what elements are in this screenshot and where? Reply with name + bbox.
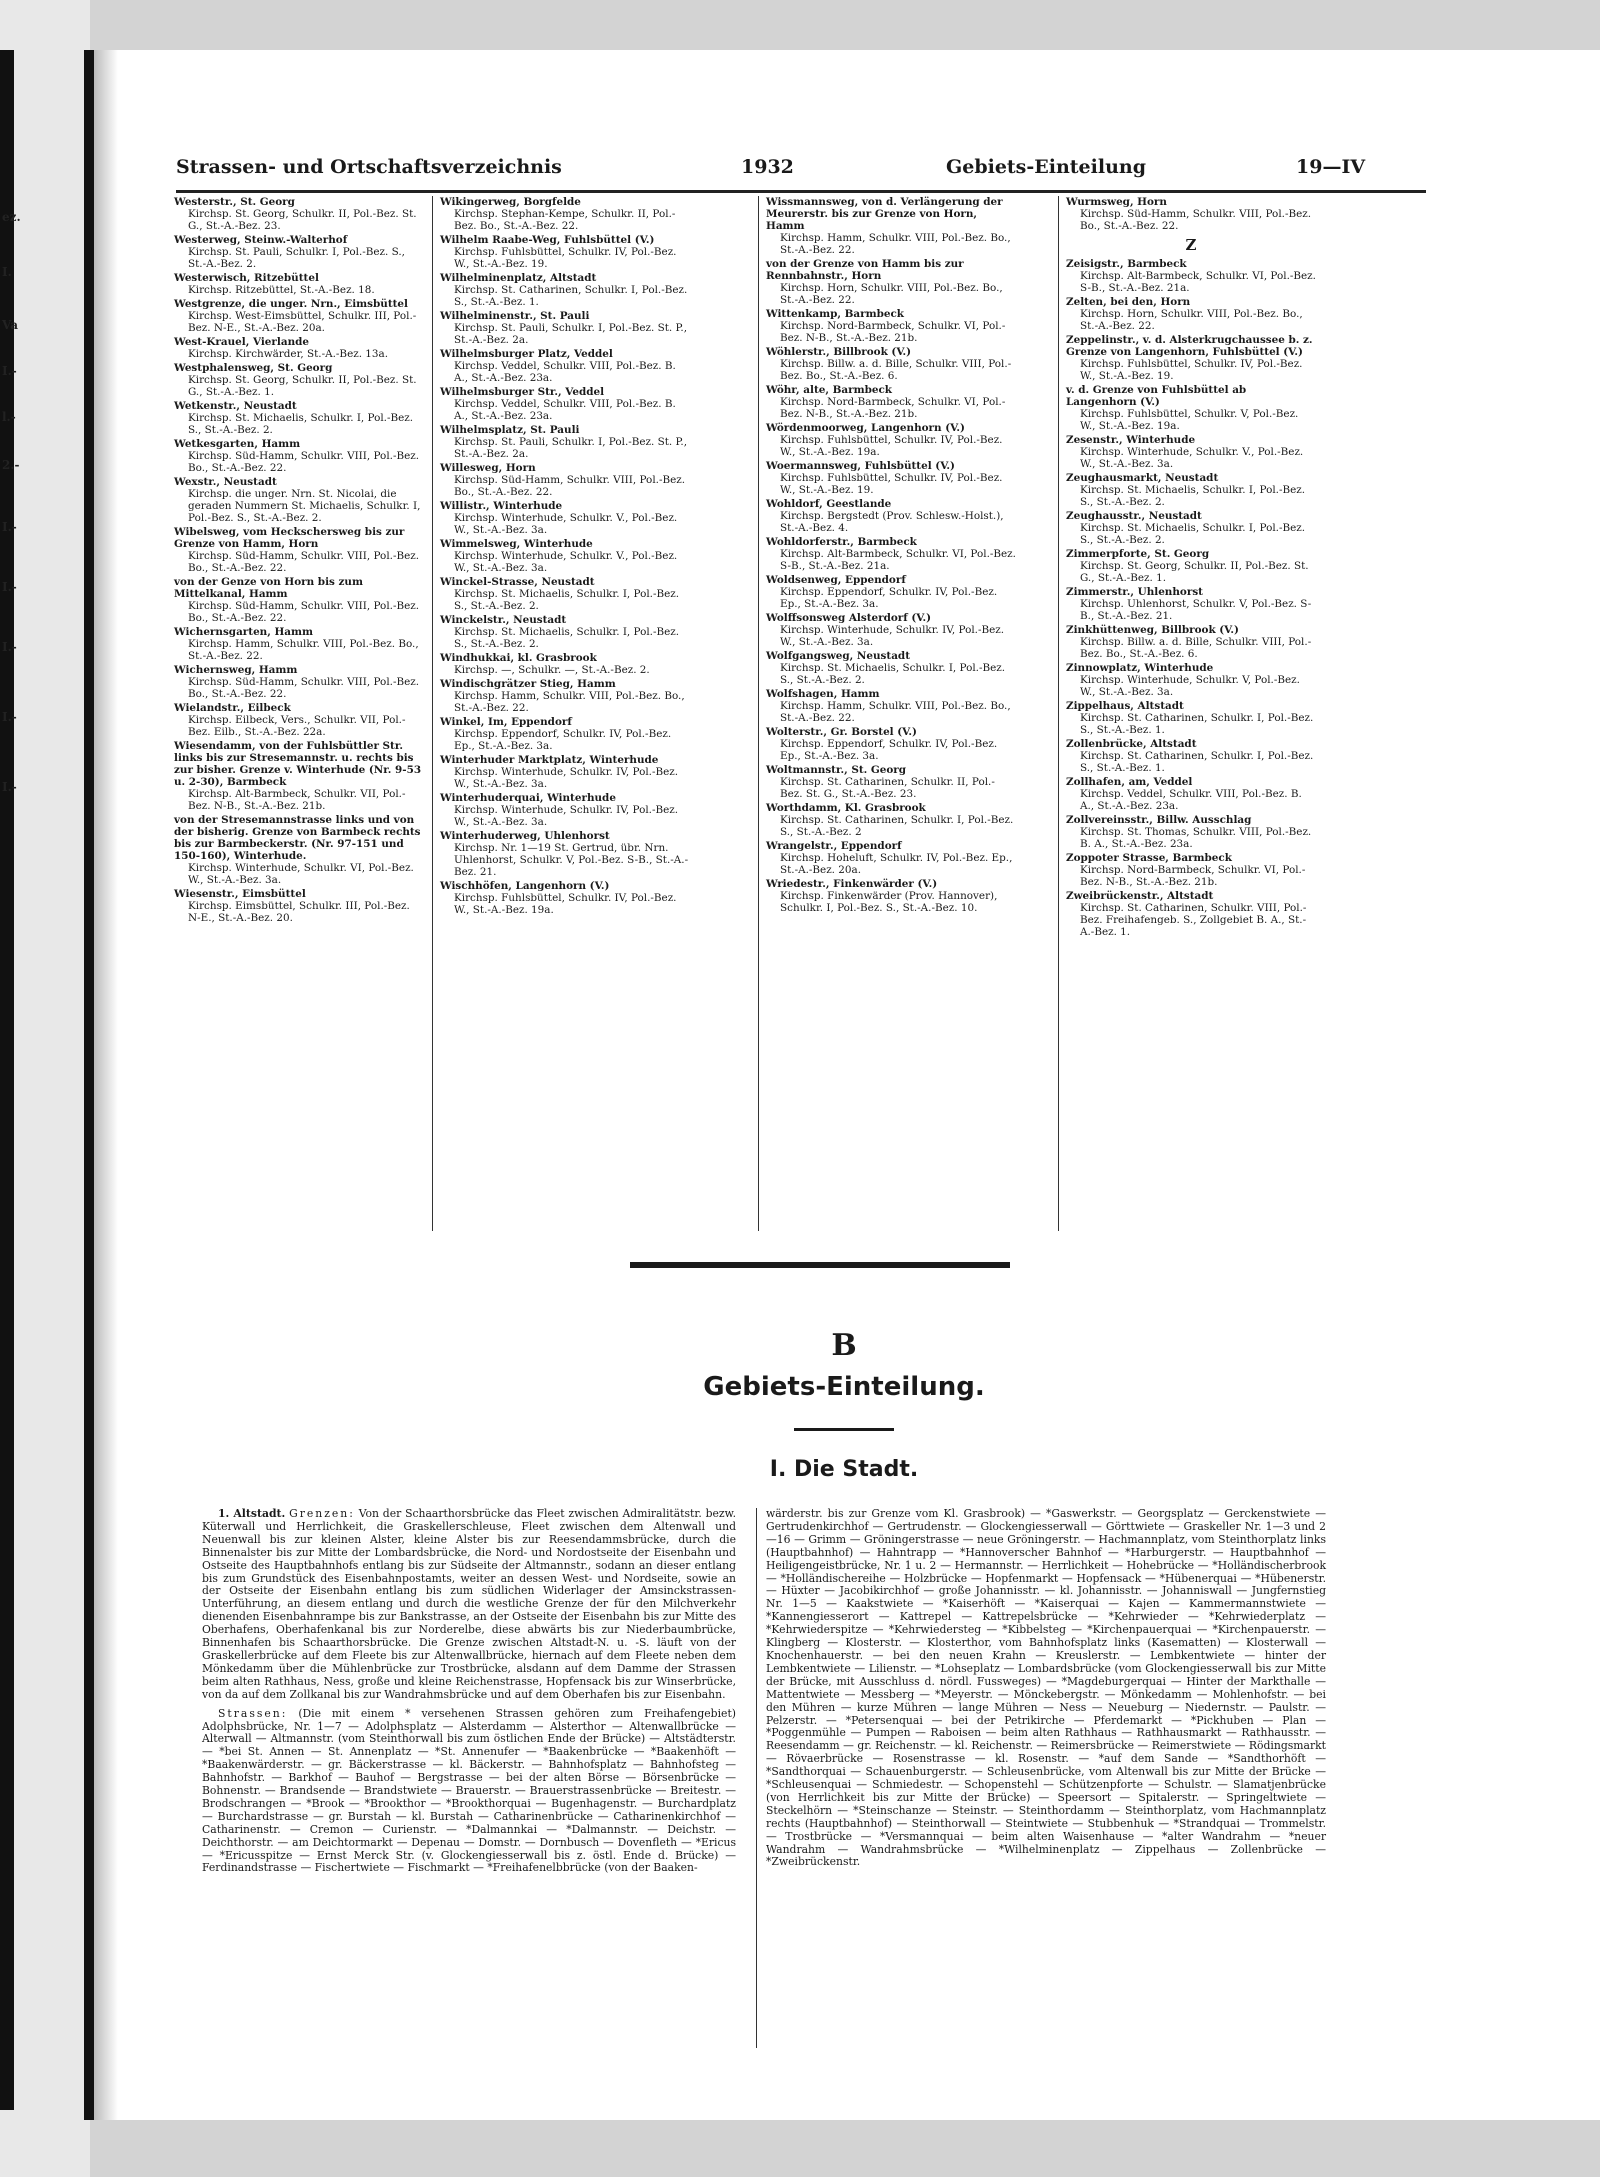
street-name: Windhukkai, kl. Grasbrook bbox=[440, 652, 597, 664]
directory-entry bbox=[766, 536, 1016, 572]
street-details: Kirchsp. Hamm, Schulkr. VIII, Pol.-Bez. Bo., St.-A.-Bez. 22. bbox=[454, 690, 685, 714]
section-title: Gebiets-Einteilung. bbox=[703, 1372, 985, 1402]
street-name: West-Krauel, Vierlande bbox=[174, 336, 310, 348]
prev-page-fragment: 2.- bbox=[2, 458, 20, 472]
street-details: Kirchsp. Veddel, Schulkr. VIII, Pol.-Bez. B. A., St.-A.-Bez. 23a. bbox=[454, 398, 676, 422]
street-details: Kirchsp. Fuhlsbüttel, Schulkr. IV, Pol.-Bez. W., St.-A.-Bez. 19. bbox=[454, 246, 677, 270]
street-name: Winterhuderweg, Uhlenhorst bbox=[440, 830, 610, 842]
street-details: Kirchsp. Kirchwärder, St.-A.-Bez. 13a. bbox=[188, 348, 389, 360]
street-details: Kirchsp. Winterhude, Schulkr. IV, Pol.-Bez. W., St.-A.-Bez. 3a. bbox=[454, 766, 679, 790]
directory-entry bbox=[766, 422, 1016, 458]
street-name: Wolterstr., Gr. Borstel (V.) bbox=[766, 726, 917, 738]
street-name: Wibelsweg, vom Heckschersweg bis zur Grenze von Hamm, Horn bbox=[174, 526, 405, 550]
directory-entry bbox=[766, 384, 1016, 420]
altstadt-left-column bbox=[202, 1508, 736, 1881]
directory-entry bbox=[766, 612, 1016, 648]
directory-entry bbox=[1066, 738, 1316, 774]
street-details: Kirchsp. Hamm, Schulkr. VIII, Pol.-Bez. Bo., St.-A.-Bez. 22. bbox=[780, 232, 1011, 256]
street-details: Kirchsp. Fuhlsbüttel, Schulkr. IV, Pol.-Bez. W., St.-A.-Bez. 19a. bbox=[780, 434, 1003, 458]
street-name: Willistr., Winterhude bbox=[440, 500, 563, 512]
street-name: Westerstr., St. Georg bbox=[174, 196, 295, 208]
directory-entry bbox=[1066, 890, 1316, 938]
grenzen-text: Von der Schaarthorsbrücke das Fleet zwischen Admiralitätstr. bezw. Küterwall und Herrlichkeit, die Graskellerschleuse, Fleet zwischen dem Altenwall und Neuenwall bis zur kleinen Alster, kleine Alster bis zur Reesendammsbrücke, durch die Binnenalster bis zur Mitte der Lombardsbrücke, die Nord- und Nordostseite der Eisenbahn und Ostseite des Hauptbahnhofs entlang bis zur Südseite der Altmannstr., sodann an dieser entlang bis zum Grundstück des Eisenbahnpostamts, weiter an dessen West- und Nordseite, sowie an der Ostseite der Eisenbahn entlang bis zum südlichen Widerlager der Amsinckstrassen-Unterführung, an diesem entlang und durch die westliche Grenze der für den Milchverkehr dienenden Eisenbahnrampe bis zur Bankstrasse, an der Ostseite der Eisenbahn bis zur Mitte des Oberhafens, Oberhafenkanal bis zur Norderelbe, diese abwärts bis zur Niederbaumbrücke, Binnenhafen bis Schaarthorsbrücke. Die Grenze zwischen Altstadt-N. u. -S. läuft von der Graskellerbrücke auf dem Fleete bis zur Altenwallbrücke, hiernach auf dem Fleete neben dem Mönkedamm über die Mühlenbrücke zur Trostbrücke, alsdann auf dem Damme der Strassen beim alten Rathhaus, Ness, große und kleine Reichenstrasse, Hopfensack bis zur Winserbrücke, von da auf dem Zollkanal bis zur Wandrahmsbrücke und auf dem Oberhafen bis zur Eisenbahn. bbox=[202, 1507, 737, 1701]
directory-entry bbox=[174, 336, 424, 360]
directory-entry bbox=[174, 476, 424, 524]
prev-page-fragment: l.- bbox=[2, 410, 16, 424]
directory-entry bbox=[766, 308, 1016, 344]
directory-entry bbox=[440, 614, 690, 650]
street-details: Kirchsp. St. Michaelis, Schulkr. I, Pol.-Bez. S., St.-A.-Bez. 2. bbox=[454, 588, 680, 612]
street-name: Westgrenze, die unger. Nrn., Eimsbüttel bbox=[174, 298, 408, 310]
street-details: Kirchsp. Hamm, Schulkr. VIII, Pol.-Bez. Bo., St.-A.-Bez. 22. bbox=[780, 700, 1011, 724]
street-name: Wilhelmsburger Str., Veddel bbox=[440, 386, 605, 398]
street-details: Kirchsp. St. Catharinen, Schulkr. II, Pol.-Bez. St. G., St.-A.-Bez. 23. bbox=[780, 776, 995, 800]
directory-entry bbox=[1066, 472, 1316, 508]
street-name: Wilhelminenplatz, Altstadt bbox=[440, 272, 597, 284]
street-details: Kirchsp. Fuhlsbüttel, Schulkr. IV, Pol.-Bez. W., St.-A.-Bez. 19. bbox=[1080, 358, 1303, 382]
street-name: Zweibrückenstr., Altstadt bbox=[1066, 890, 1214, 902]
prev-page-fragment: I.- bbox=[2, 710, 17, 724]
directory-column-4 bbox=[1066, 196, 1316, 940]
street-details: Kirchsp. Fuhlsbüttel, Schulkr. V, Pol.-Bez. W., St.-A.-Bez. 19a. bbox=[1080, 408, 1299, 432]
street-details: Kirchsp. Süd-Hamm, Schulkr. VIII, Pol.-Bez. Bo., St.-A.-Bez. 22. bbox=[188, 550, 420, 574]
directory-entry bbox=[440, 272, 690, 308]
directory-entry bbox=[766, 726, 1016, 762]
directory-entry bbox=[766, 840, 1016, 876]
section-separator bbox=[630, 1262, 1010, 1268]
street-name: Wittenkamp, Barmbeck bbox=[766, 308, 905, 320]
directory-entry bbox=[440, 500, 690, 536]
street-name: Winkel, Im, Eppendorf bbox=[440, 716, 572, 728]
street-name: Winckelstr., Neustadt bbox=[440, 614, 567, 626]
street-name: Zinkhüttenweg, Billbrook (V.) bbox=[1066, 624, 1239, 636]
directory-column-1 bbox=[174, 196, 424, 926]
strassen-paragraph bbox=[202, 1708, 736, 1876]
street-details: Kirchsp. St. Michaelis, Schulkr. I, Pol.-Bez. S., St.-A.-Bez. 2. bbox=[1080, 484, 1306, 508]
street-name: Wilhelminenstr., St. Pauli bbox=[440, 310, 590, 322]
column-divider bbox=[432, 196, 433, 1231]
street-details: Kirchsp. St. Georg, Schulkr. II, Pol.-Bez. St. G., St.-A.-Bez. 1. bbox=[1080, 560, 1309, 584]
street-name: Winterhuderquai, Winterhude bbox=[440, 792, 616, 804]
street-details: Kirchsp. Billw. a. d. Bille, Schulkr. VIII, Pol.-Bez. Bo., St.-A.-Bez. 6. bbox=[780, 358, 1012, 382]
page-fold bbox=[84, 50, 94, 2120]
street-name: Wilhelm Raabe-Weg, Fuhlsbüttel (V.) bbox=[440, 234, 655, 246]
street-name: Zelten, bei den, Horn bbox=[1066, 296, 1191, 308]
directory-entry bbox=[174, 362, 424, 398]
street-name: von der Grenze von Hamm bis zur Rennbahnstr., Horn bbox=[766, 258, 964, 282]
directory-entry bbox=[1066, 624, 1316, 660]
section-letter: B bbox=[831, 1328, 857, 1363]
street-name: Wissmannsweg, von d. Verlängerung der Meurerstr. bis zur Grenze von Horn, Hamm bbox=[766, 196, 1003, 232]
street-name: Wimmelsweg, Winterhude bbox=[440, 538, 593, 550]
street-details: Kirchsp. Winterhude, Schulkr. V, Pol.-Bez. W., St.-A.-Bez. 3a. bbox=[1080, 674, 1300, 698]
directory-entry bbox=[440, 348, 690, 384]
directory-entry bbox=[440, 652, 690, 676]
street-details: Kirchsp. St. Catharinen, Schulkr. I, Pol.-Bez. S., St.-A.-Bez. 2 bbox=[780, 814, 1014, 838]
street-details: Kirchsp. Fuhlsbüttel, Schulkr. IV, Pol.-Bez. W., St.-A.-Bez. 19a. bbox=[454, 892, 677, 916]
street-details: Kirchsp. Winterhude, Schulkr. V., Pol.-Bez. W., St.-A.-Bez. 3a. bbox=[454, 512, 678, 536]
street-details: Kirchsp. St. Catharinen, Schulkr. I, Pol.-Bez. S., St.-A.-Bez. 1. bbox=[1080, 750, 1314, 774]
street-details: Kirchsp. Hoheluft, Schulkr. IV, Pol.-Bez. Ep., St.-A.-Bez. 20a. bbox=[780, 852, 1013, 876]
street-name: Winckel-Strasse, Neustadt bbox=[440, 576, 595, 588]
directory-entry bbox=[174, 196, 424, 232]
directory-entry bbox=[1066, 510, 1316, 546]
directory-entry bbox=[1066, 296, 1316, 332]
street-details: Kirchsp. St. Pauli, Schulkr. I, Pol.-Bez. S., St.-A.-Bez. 2. bbox=[188, 246, 405, 270]
street-details: Kirchsp. Fuhlsbüttel, Schulkr. IV, Pol.-Bez. W., St.-A.-Bez. 19. bbox=[780, 472, 1003, 496]
street-details: Kirchsp. Nord-Barmbeck, Schulkr. VI, Pol.-Bez. N-B., St.-A.-Bez. 21b. bbox=[780, 320, 1006, 344]
directory-entry bbox=[174, 664, 424, 700]
directory-entry bbox=[1066, 196, 1316, 232]
strassen-continuation: wärderstr. bis zur Grenze vom Kl. Grasbrook) — *Gaswerkstr. — Georgsplatz — Gerckenstwiete — Gertrudenkirchhof — Gertrudenstr. — Glockengiesserwall — Görttwiete — Graskeller Nr. 1—3 und 2—16 — Grimm — Gröningerstrasse — neue Gröningerstr. — Hachmannplatz, vom Steinthorplatz links (Hauptbahnhof) — Hahntrapp — *Hannoverscher Bahnhof — *Harburgerstr. — Hauptbahnhof — Heiligengeistbrücke, Nr. 1 u. 2 — Hermannstr. — Herrlichkeit — Hohebrücke — *Holländischerbrook — *Holländischereihe — Holzbrücke — Hopfenmarkt — Hopfensack — *Hübenerquai — *Hübenerstr. — Hüxter — Jacobikirchhof — große Johannisstr. — kl. Johannisstr. — Johanniswall — Jungfernstieg Nr. 1—5 — Kaakstwiete — *Kaiserhöft — *Kaiserquai — Kajen — Kammermannstwiete — *Kannengiesserort — Kattrepel — Kattrepelsbrücke — *Kehrwieder — *Kehrwiederplatz — *Kehrwiederspitze — *Kehrwiedersteg — *Kibbelsteg — *Kirchenpauerquai — *Kirchenpauerstr. — Klingberg — Klosterstr. — Klosterthor, vom Bahnhofsplatz links (Kasematten) — Klosterwall — Knochenhauerstr. — bei den neuen Krahn — Kreuslerstr. — Lembkentwiete — hinter der Lembkentwiete — Lilienstr. — *Lohseplatz — Lombardsbrücke (vom Glockengiesserwall bis zur Mitte der Brücke, mit Ausschluss d. nördl. Fussweges) — *Magdeburgerquai — Hinter der Markthalle — Mattentwiete — Messberg — *Meyerstr. — Mönckebergstr. — Mönkedamm — Mohlenhofstr. — bei den Mühren — kurze Mühren — lange Mühren — Ness — Neueburg — Niedernstr. — Paulstr. — Pelzerstr. — *Petersenquai — bei der Petrikirche — Pferdemarkt — *Pickhuben — Plan — *Poggenmühle — Pumpen — Raboisen — beim alten Rathhaus — Rathhausmarkt — Rathhausstr. — Reesendamm — gr. Reichenstr. — kl. Reichenstr. — Reimersbrücke — Reimerstwiete — Rödingsmarkt — Rövaerbrücke — Rosenstrasse — kl. Rosenstr. — *auf dem Sande — *Sandthorhöft — *Sandthorquai — Schauenburgerstr. — Schleusenbrücke, vom Altenwall bis zur Mitte der Brücke — *Schleusenquai — Schmiedestr. — Schopenstehl — Schützenpforte — Schulstr. — Slamatjenbrücke (von Herrlichkeit bis zur Mitte der Brücke) — Speersort — Spitalerstr. — Springeltwiete — Steckelhörn — *Steinschanze — Steinstr. — Steinthordamm — Steinthorplatz, vom Hachmannplatz rechts (Hauptbahnhof) — Steinthorwall — Steintwiete — Stubbenhuk — *Strandquai — Trommelstr. — Trostbrücke — *Versmannquai — beim alten Waisenhause — *alter Wandrahm — *neuer Wandrahm — Wandrahmsbrücke — *Wilhelminenplatz — Zippelhaus — Zollenbrücke — *Zweibrückenstr. bbox=[766, 1507, 1326, 1869]
street-name: Wohldorf, Geestlande bbox=[766, 498, 892, 510]
header-year: 1932 bbox=[741, 156, 794, 178]
street-details: Kirchsp. Winterhude, Schulkr. IV, Pol.-Bez. W., St.-A.-Bez. 3a. bbox=[454, 804, 679, 828]
directory-entry bbox=[1066, 814, 1316, 850]
prev-page-fragment: I.- bbox=[2, 780, 17, 794]
street-name: v. d. Grenze von Fuhlsbüttel ab Langenhorn (V.) bbox=[1066, 384, 1247, 408]
street-details: Kirchsp. Nord-Barmbeck, Schulkr. VI, Pol.-Bez. N-B., St.-A.-Bez. 21b. bbox=[780, 396, 1006, 420]
directory-entry bbox=[1066, 852, 1316, 888]
street-details: Kirchsp. Horn, Schulkr. VIII, Pol.-Bez. Bo., St.-A.-Bez. 22. bbox=[780, 282, 1003, 306]
street-name: Zeughausstr., Neustadt bbox=[1066, 510, 1202, 522]
street-name: Zimmerpforte, St. Georg bbox=[1066, 548, 1210, 560]
page-gutter-shadow bbox=[94, 50, 118, 2120]
street-details: Kirchsp. St. Michaelis, Schulkr. I, Pol.-Bez. S., St.-A.-Bez. 2. bbox=[188, 412, 414, 436]
directory-entry bbox=[766, 346, 1016, 382]
street-name: Wiesenstr., Eimsbüttel bbox=[174, 888, 306, 900]
directory-entry bbox=[174, 740, 424, 812]
street-name: Woldsenweg, Eppendorf bbox=[766, 574, 906, 586]
page-number: 19—IV bbox=[1296, 156, 1366, 178]
prev-page-fragment: I.- bbox=[2, 580, 17, 594]
directory-entry bbox=[440, 196, 690, 232]
street-name: Zippelhaus, Altstadt bbox=[1066, 700, 1184, 712]
street-details: Kirchsp. West-Eimsbüttel, Schulkr. III, Pol.-Bez. N-E., St.-A.-Bez. 20a. bbox=[188, 310, 417, 334]
street-details: Kirchsp. St. Michaelis, Schulkr. I, Pol.-Bez. S., St.-A.-Bez. 2. bbox=[454, 626, 680, 650]
street-name: Westerweg, Steinw.-Walterhof bbox=[174, 234, 348, 246]
street-name: Wohldorferstr., Barmbeck bbox=[766, 536, 917, 548]
street-details: Kirchsp. Winterhude, Schulkr. V., Pol.-Bez. W., St.-A.-Bez. 3a. bbox=[1080, 446, 1304, 470]
street-details: Kirchsp. Nord-Barmbeck, Schulkr. VI, Pol.-Bez. N-B., St.-A.-Bez. 21b. bbox=[1080, 864, 1306, 888]
street-details: Kirchsp. Eimsbüttel, Schulkr. III, Pol.-Bez. N-E., St.-A.-Bez. 20. bbox=[188, 900, 410, 924]
district-label: 1. Altstadt. bbox=[218, 1507, 286, 1520]
directory-entry bbox=[174, 272, 424, 296]
directory-entry bbox=[440, 310, 690, 346]
directory-entry bbox=[766, 574, 1016, 610]
street-name: Wexstr., Neustadt bbox=[174, 476, 277, 488]
previous-page-edge bbox=[0, 0, 90, 2177]
directory-entry bbox=[1066, 258, 1316, 294]
street-details: Kirchsp. Süd-Hamm, Schulkr. VIII, Pol.-Bez. Bo., St.-A.-Bez. 22. bbox=[188, 600, 420, 624]
street-details: Kirchsp. Süd-Hamm, Schulkr. VIII, Pol.-Bez. Bo., St.-A.-Bez. 22. bbox=[454, 474, 686, 498]
document-page bbox=[94, 50, 1600, 2120]
street-details: Kirchsp. Billw. a. d. Bille, Schulkr. VIII, Pol.-Bez. Bo., St.-A.-Bez. 6. bbox=[1080, 636, 1312, 660]
prev-page-fragment: Va bbox=[2, 318, 18, 332]
street-name: Westphalensweg, St. Georg bbox=[174, 362, 333, 374]
street-name: Wetkesgarten, Hamm bbox=[174, 438, 301, 450]
directory-entry bbox=[440, 678, 690, 714]
street-name: Zeisigstr., Barmbeck bbox=[1066, 258, 1187, 270]
prev-page-fragment: ez. bbox=[2, 210, 21, 224]
street-details: Kirchsp. Süd-Hamm, Schulkr. VIII, Pol.-Bez. Bo., St.-A.-Bez. 22. bbox=[188, 676, 420, 700]
street-name: Wöhr, alte, Barmbeck bbox=[766, 384, 892, 396]
directory-entry bbox=[766, 878, 1016, 914]
street-name: Wördenmoorweg, Langenhorn (V.) bbox=[766, 422, 965, 434]
directory-entry bbox=[766, 258, 1016, 306]
directory-entry bbox=[174, 576, 424, 624]
street-details: Kirchsp. Veddel, Schulkr. VIII, Pol.-Bez. B. A., St.-A.-Bez. 23a. bbox=[1080, 788, 1302, 812]
directory-entry bbox=[440, 424, 690, 460]
directory-entry bbox=[440, 716, 690, 752]
directory-column-3 bbox=[766, 196, 1016, 916]
street-details: Kirchsp. Winterhude, Schulkr. VI, Pol.-Bez. W., St.-A.-Bez. 3a. bbox=[188, 862, 414, 886]
street-name: Wichernsweg, Hamm bbox=[174, 664, 298, 676]
street-details: Kirchsp. die unger. Nrn. St. Nicolai, die geraden Nummern St. Michaelis, Schulkr. I, Pol.-Bez. S., St.-A.-Bez. 2. bbox=[188, 488, 421, 524]
street-details: Kirchsp. Eilbeck, Vers., Schulkr. VII, Pol.-Bez. Eilb., St.-A.-Bez. 22a. bbox=[188, 714, 406, 738]
directory-entry bbox=[174, 400, 424, 436]
column-divider bbox=[758, 196, 759, 1231]
street-name: Wolfshagen, Hamm bbox=[766, 688, 880, 700]
directory-entry bbox=[766, 802, 1016, 838]
street-name: Zesenstr., Winterhude bbox=[1066, 434, 1196, 446]
street-name: Zeughausmarkt, Neustadt bbox=[1066, 472, 1219, 484]
street-details: Kirchsp. St. Catharinen, Schulkr. I, Pol.-Bez. S., St.-A.-Bez. 1. bbox=[454, 284, 688, 308]
directory-entry bbox=[174, 298, 424, 334]
directory-entry bbox=[174, 234, 424, 270]
street-details: Kirchsp. Winterhude, Schulkr. V., Pol.-Bez. W., St.-A.-Bez. 3a. bbox=[454, 550, 678, 574]
street-name: Wichernsgarten, Hamm bbox=[174, 626, 314, 638]
directory-entry bbox=[440, 538, 690, 574]
altstadt-right-column bbox=[766, 1508, 1326, 1875]
street-details: Kirchsp. Ritzebüttel, St.-A.-Bez. 18. bbox=[188, 284, 375, 296]
directory-entry bbox=[174, 814, 424, 886]
prev-page-fragment: I.- bbox=[2, 640, 17, 654]
directory-entry bbox=[1066, 384, 1316, 432]
directory-entry bbox=[440, 754, 690, 790]
directory-entry bbox=[1066, 434, 1316, 470]
street-name: Worthdamm, Kl. Grasbrook bbox=[766, 802, 926, 814]
street-name: Zoppoter Strasse, Barmbeck bbox=[1066, 852, 1232, 864]
strassen-label: Strassen: bbox=[218, 1706, 288, 1720]
street-name: Wielandstr., Eilbeck bbox=[174, 702, 291, 714]
street-name: Wriedestr., Finkenwärder (V.) bbox=[766, 878, 938, 890]
street-details: Kirchsp. St. Michaelis, Schulkr. I, Pol.-Bez. S., St.-A.-Bez. 2. bbox=[1080, 522, 1306, 546]
directory-entry bbox=[174, 626, 424, 662]
directory-entry bbox=[440, 386, 690, 422]
street-details: Kirchsp. Süd-Hamm, Schulkr. VIII, Pol.-Bez. Bo., St.-A.-Bez. 22. bbox=[1080, 208, 1312, 232]
street-details: Kirchsp. St. Catharinen, Schulkr. I, Pol.-Bez. S., St.-A.-Bez. 1. bbox=[1080, 712, 1314, 736]
street-name: Wurmsweg, Horn bbox=[1066, 196, 1167, 208]
street-details: Kirchsp. Alt-Barmbeck, Schulkr. VI, Pol.-Bez. S-B., St.-A.-Bez. 21a. bbox=[780, 548, 1016, 572]
street-details: Kirchsp. St. Georg, Schulkr. II, Pol.-Bez. St. G., St.-A.-Bez. 23. bbox=[188, 208, 417, 232]
street-details: Kirchsp. Eppendorf, Schulkr. IV, Pol.-Bez. Ep., St.-A.-Bez. 3a. bbox=[780, 586, 998, 610]
street-details: Kirchsp. Finkenwärder (Prov. Hannover), Schulkr. I, Pol.-Bez. S., St.-A.-Bez. 10. bbox=[780, 890, 998, 914]
prev-page-fragment: I.- bbox=[2, 520, 17, 534]
street-name: Woermannsweg, Fuhlsbüttel (V.) bbox=[766, 460, 955, 472]
title-underline bbox=[794, 1428, 894, 1431]
grenzen-label: Grenzen: bbox=[289, 1507, 355, 1520]
street-name: Woltmannstr., St. Georg bbox=[766, 764, 907, 776]
street-name: Wolffsonsweg Alsterdorf (V.) bbox=[766, 612, 932, 624]
street-name: Wetkenstr., Neustadt bbox=[174, 400, 297, 412]
binding-shadow bbox=[0, 50, 14, 2110]
directory-entry bbox=[766, 688, 1016, 724]
street-name: von der Stresemannstrasse links und von der bisherig. Grenze von Barmbeck rechts bis zur Barmbeckerstr. (Nr. 97-151 und 150-160), Winterhude. bbox=[174, 814, 421, 862]
running-header bbox=[176, 148, 1426, 188]
grenzen-paragraph bbox=[202, 1508, 736, 1702]
street-details: Kirchsp. Stephan-Kempe, Schulkr. II, Pol.-Bez. Bo., St.-A.-Bez. 22. bbox=[454, 208, 676, 232]
directory-entry bbox=[1066, 700, 1316, 736]
street-details: Kirchsp. St. Georg, Schulkr. II, Pol.-Bez. St. G., St.-A.-Bez. 1. bbox=[188, 374, 417, 398]
directory-entry bbox=[440, 462, 690, 498]
subsection-title: I. Die Stadt. bbox=[769, 1457, 919, 1482]
letter-heading: Z bbox=[1185, 236, 1197, 254]
street-name: Wilhelmsburger Platz, Veddel bbox=[440, 348, 613, 360]
street-details: Kirchsp. St. Thomas, Schulkr. VIII, Pol.-Bez. B. A., St.-A.-Bez. 23a. bbox=[1080, 826, 1312, 850]
directory-entry bbox=[174, 702, 424, 738]
street-name: Zinnowplatz, Winterhude bbox=[1066, 662, 1214, 674]
street-name: Wischhöfen, Langenhorn (V.) bbox=[440, 880, 610, 892]
street-name: Willesweg, Horn bbox=[440, 462, 536, 474]
directory-entry bbox=[1066, 776, 1316, 812]
directory-entry bbox=[1066, 586, 1316, 622]
directory-entry bbox=[1066, 548, 1316, 584]
directory-entry bbox=[766, 460, 1016, 496]
street-details: Kirchsp. Winterhude, Schulkr. IV, Pol.-Bez. W., St.-A.-Bez. 3a. bbox=[780, 624, 1005, 648]
prev-page-fragment: I. bbox=[2, 265, 12, 279]
street-details: Kirchsp. Uhlenhorst, Schulkr. V, Pol.-Bez. S-B., St.-A.-Bez. 21. bbox=[1080, 598, 1312, 622]
street-name: Wolfgangsweg, Neustadt bbox=[766, 650, 911, 662]
street-name: Westerwisch, Ritzebüttel bbox=[174, 272, 319, 284]
street-name: von der Genze von Horn bis zum Mittelkanal, Hamm bbox=[174, 576, 363, 600]
street-details: Kirchsp. Eppendorf, Schulkr. IV, Pol.-Bez. Ep., St.-A.-Bez. 3a. bbox=[780, 738, 998, 762]
header-section: Gebiets-Einteilung bbox=[946, 156, 1146, 178]
street-details: Kirchsp. Bergstedt (Prov. Schlesw.-Holst.), St.-A.-Bez. 4. bbox=[780, 510, 1004, 534]
street-details: Kirchsp. Süd-Hamm, Schulkr. VIII, Pol.-Bez. Bo., St.-A.-Bez. 22. bbox=[188, 450, 420, 474]
street-name: Wilhelmsplatz, St. Pauli bbox=[440, 424, 580, 436]
street-name: Zollvereinsstr., Billw. Ausschlag bbox=[1066, 814, 1252, 826]
street-name: Wöhlerstr., Billbrook (V.) bbox=[766, 346, 912, 358]
directory-column-2 bbox=[440, 196, 690, 918]
strassen-text: (Die mit einem * versehenen Strassen gehören zum Freihafengebiet) Adolphsbrücke, Nr. 1—7 — Adolphsplatz — Alsterdamm — Alsterthor — Altenwallbrücke — Alterwall — Altmannstr. (vom Steinthorwall bis zum östlichen Ende der Brücke) — Altstädterstr. — *bei St. Annen — St. Annenplatz — *St. Annenufer — *Baakenbrücke — *Baakenhöft — *Baakenwärderstr. — gr. Bäckerstrasse — kl. Bäckerstr. — Bahnhofsplatz — Bahnhofsteg — Bahnhofstr. — Barkhof — Bauhof — Bergstrasse — bei der alten Börse — Börsenbrücke — Bohnenstr. — Brandsende — Brandstwiete — Brauerstr. — Brauerstrassenbrücke — Breitestr. — Brodschrangen — *Brook — *Brookthor — *Brookthorquai — Bugenhagenstr. — Burchardplatz — Burchardstrasse — gr. Burstah — kl. Burstah — Catharinenbrücke — Catharinenkirchhof — Catharinenstr. — Cremon — Curienstr. — *Dalmannkai — *Dalmannstr. — Deichstr. — Deichthorstr. — am Deichtormarkt — Depenau — Domstr. — Dornbusch — Dovenfleth — *Ericus — *Ericusspitze — Ernst Merck Str. (v. Glockengiesserwall bis z. östl. Ende d. Brücke) — Ferdinandstrasse — Fischertwiete — Fischmarkt — *Freihafenelbbrücke (von der Baaken- bbox=[202, 1706, 736, 1875]
street-name: Windischgrätzer Stieg, Hamm bbox=[440, 678, 616, 690]
directory-entry bbox=[174, 888, 424, 924]
street-details: Kirchsp. Horn, Schulkr. VIII, Pol.-Bez. Bo., St.-A.-Bez. 22. bbox=[1080, 308, 1303, 332]
street-name: Wikingerweg, Borgfelde bbox=[440, 196, 581, 208]
directory-entry bbox=[440, 792, 690, 828]
prev-page-fragment: I.- bbox=[2, 364, 17, 378]
street-details: Kirchsp. Hamm, Schulkr. VIII, Pol.-Bez. Bo., St.-A.-Bez. 22. bbox=[188, 638, 419, 662]
street-name: Zollhafen, am, Veddel bbox=[1066, 776, 1193, 788]
street-name: Winterhuder Marktplatz, Winterhude bbox=[440, 754, 659, 766]
directory-entry bbox=[440, 880, 690, 916]
street-details: Kirchsp. St. Catharinen, Schulkr. VIII, Pol.-Bez. Freihafengeb. S., Zollgebiet B. A., St.-A.-Bez. 1. bbox=[1080, 902, 1307, 938]
street-name: Wrangelstr., Eppendorf bbox=[766, 840, 902, 852]
street-name: Wiesendamm, von der Fuhlsbüttler Str. links bis zur Stresemannstr. u. rechts bis zur bisher. Grenze v. Winterhude (Nr. 9-53 u. 2-30), Barmbeck bbox=[174, 740, 422, 788]
directory-entry bbox=[766, 650, 1016, 686]
directory-entry bbox=[440, 830, 690, 878]
column-divider bbox=[756, 1508, 757, 2048]
street-details: Kirchsp. Eppendorf, Schulkr. IV, Pol.-Bez. Ep., St.-A.-Bez. 3a. bbox=[454, 728, 672, 752]
column-divider bbox=[1058, 196, 1059, 1231]
street-details: Kirchsp. Nr. 1—19 St. Gertrud, übr. Nrn. Uhlenhorst, Schulkr. V, Pol.-Bez. S-B., St.-A.-Bez. 21. bbox=[454, 842, 689, 878]
directory-entry bbox=[1066, 334, 1316, 382]
directory-entry bbox=[1066, 662, 1316, 698]
street-details: Kirchsp. St. Michaelis, Schulkr. I, Pol.-Bez. S., St.-A.-Bez. 2. bbox=[780, 662, 1006, 686]
street-details: Kirchsp. St. Pauli, Schulkr. I, Pol.-Bez. St. P., St.-A.-Bez. 2a. bbox=[454, 436, 688, 460]
directory-entry bbox=[766, 498, 1016, 534]
directory-entry bbox=[766, 196, 1016, 256]
directory-entry bbox=[766, 764, 1016, 800]
directory-entry bbox=[440, 576, 690, 612]
directory-entry bbox=[174, 438, 424, 474]
street-details: Kirchsp. Veddel, Schulkr. VIII, Pol.-Bez. B. A., St.-A.-Bez. 23a. bbox=[454, 360, 676, 384]
header-rule bbox=[176, 190, 1426, 193]
street-name: Zeppelinstr., v. d. Alsterkrugchaussee b. z. Grenze von Langenhorn, Fuhlsbüttel (V.) bbox=[1066, 334, 1313, 358]
street-details: Kirchsp. Alt-Barmbeck, Schulkr. VI, Pol.-Bez. S-B., St.-A.-Bez. 21a. bbox=[1080, 270, 1316, 294]
street-name: Zimmerstr., Uhlenhorst bbox=[1066, 586, 1203, 598]
street-details: Kirchsp. Alt-Barmbeck, Schulkr. VII, Pol.-Bez. N-B., St.-A.-Bez. 21b. bbox=[188, 788, 406, 812]
header-title: Strassen- und Ortschaftsverzeichnis bbox=[176, 156, 562, 178]
directory-entry bbox=[440, 234, 690, 270]
directory-entry bbox=[174, 526, 424, 574]
street-name: Zollenbrücke, Altstadt bbox=[1066, 738, 1197, 750]
street-details: Kirchsp. St. Pauli, Schulkr. I, Pol.-Bez. St. P., St.-A.-Bez. 2a. bbox=[454, 322, 688, 346]
street-details: Kirchsp. —, Schulkr. —, St.-A.-Bez. 2. bbox=[454, 664, 650, 676]
